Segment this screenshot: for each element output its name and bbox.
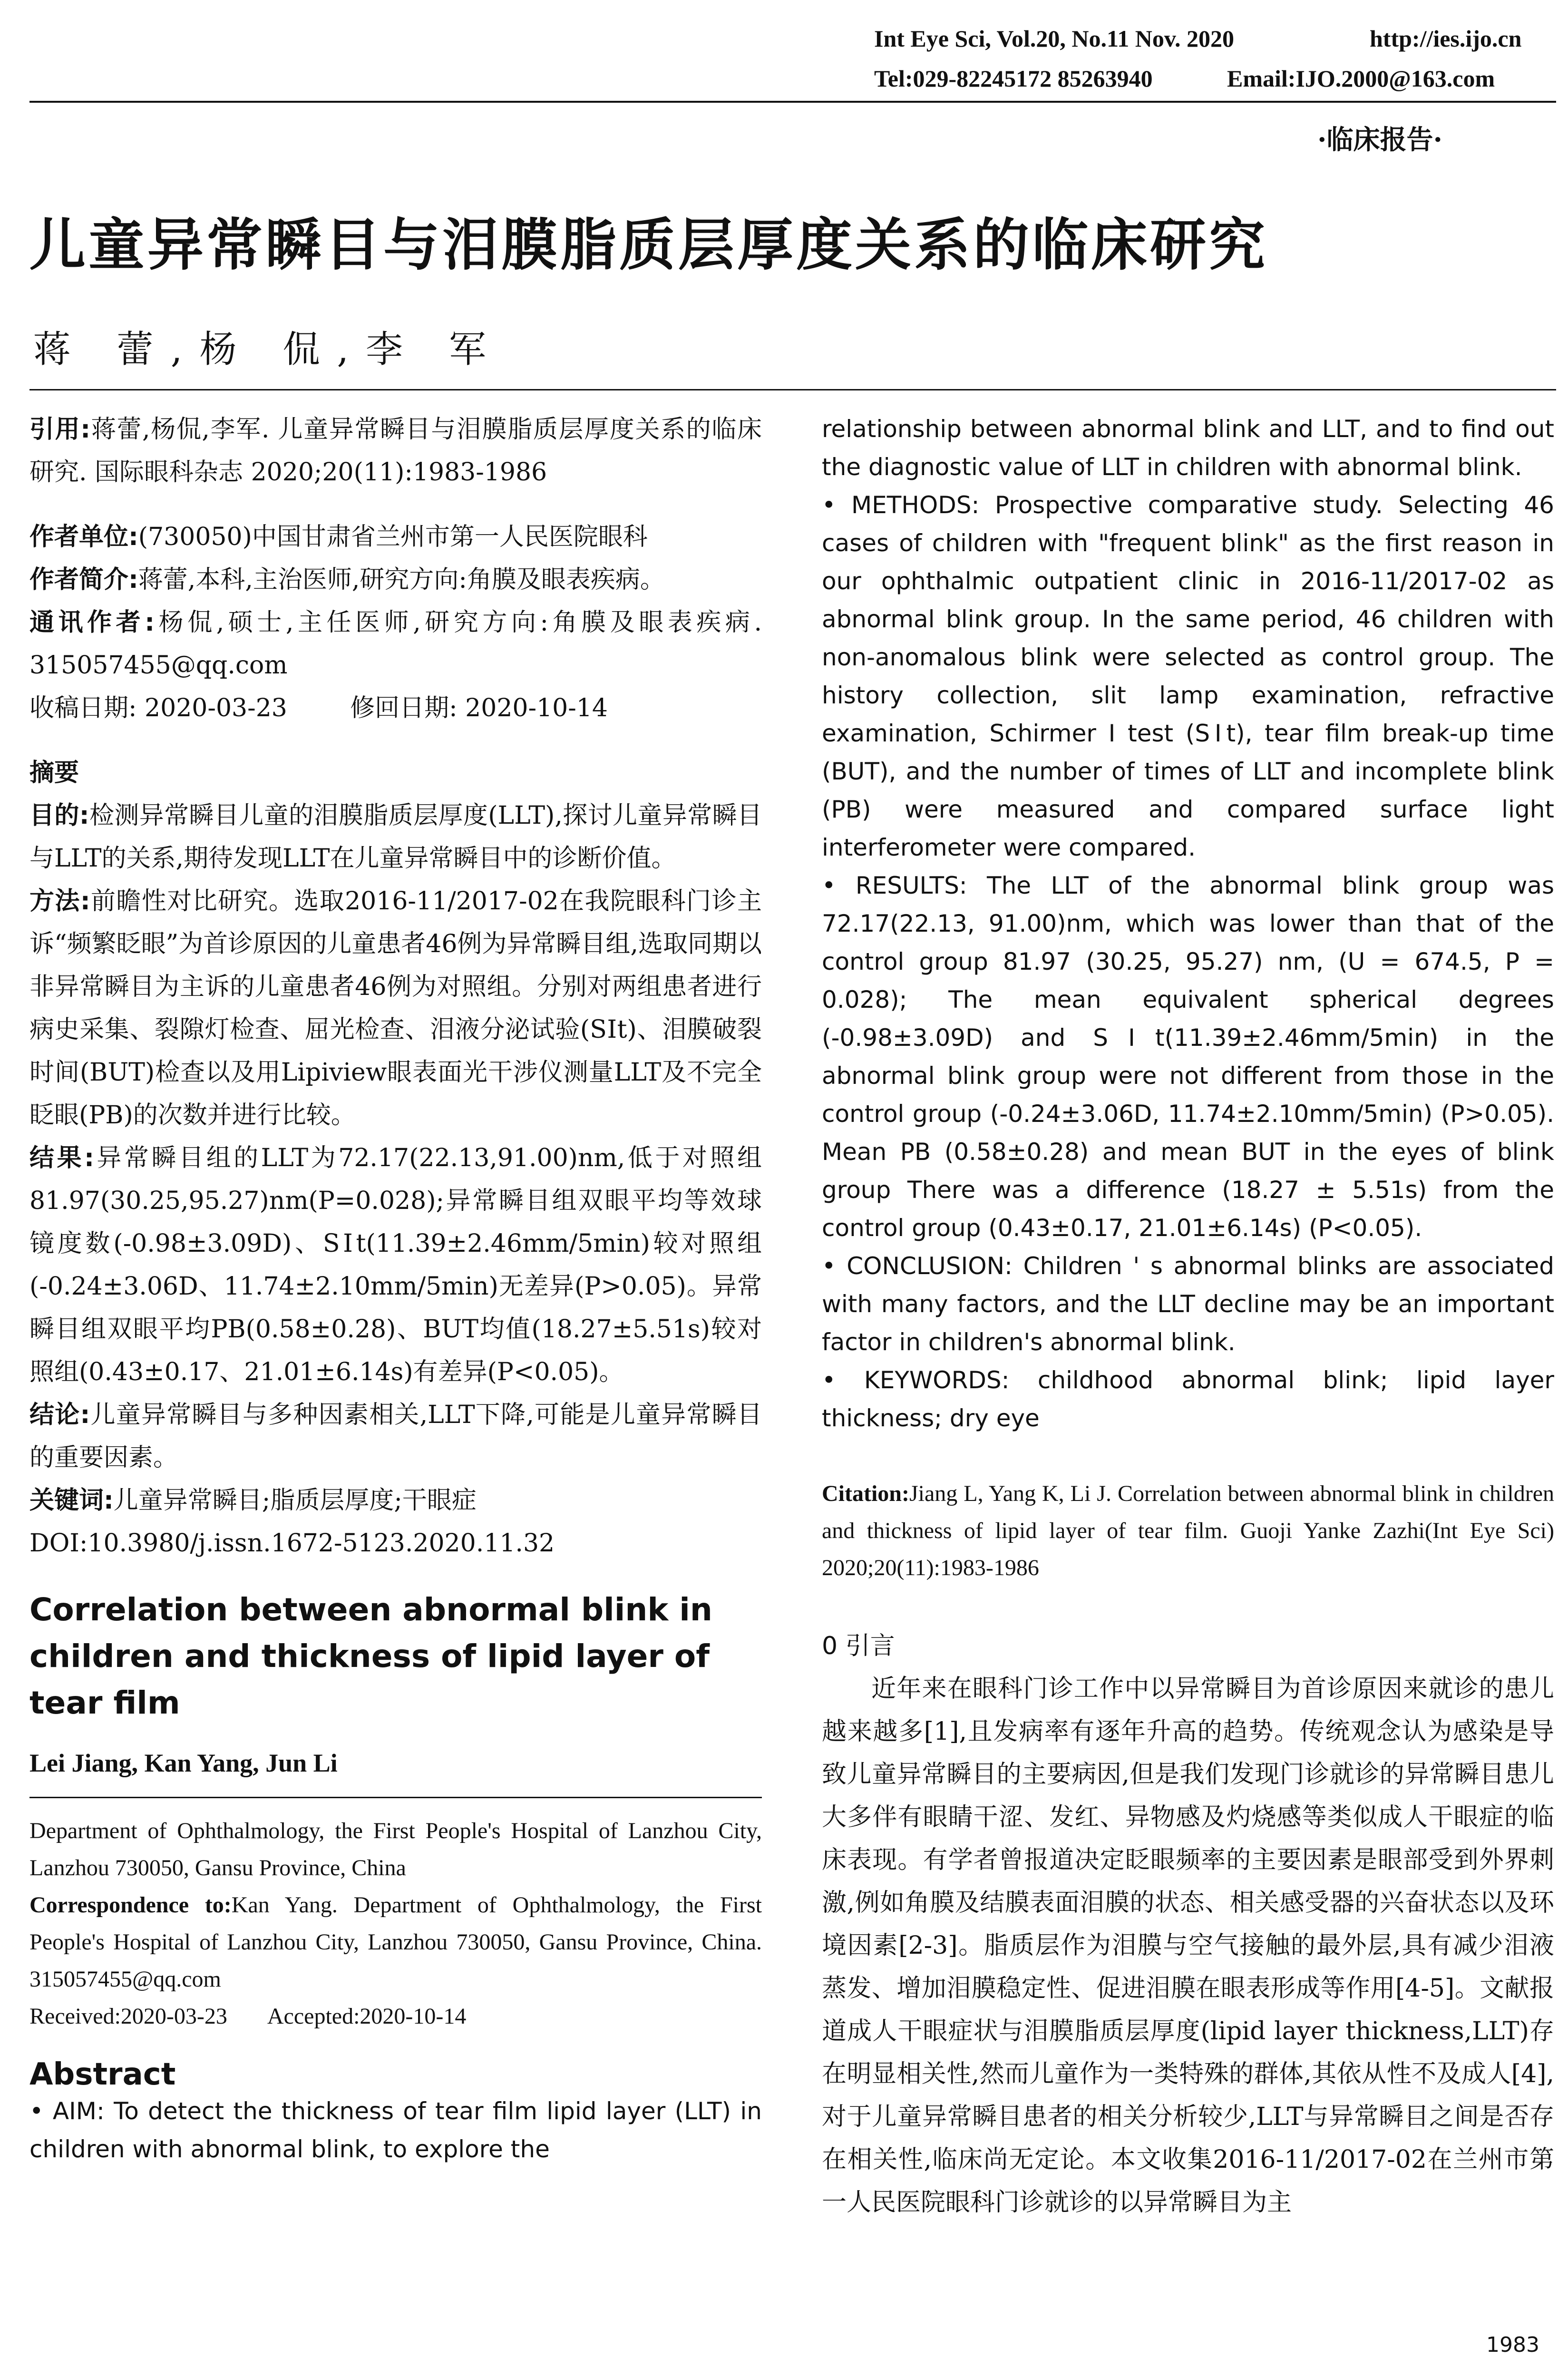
- doi: DOI:10.3980/j.issn.1672-5123.2020.11.32: [29, 1529, 555, 1558]
- en-dates: Received:2020-03-23 Accepted:2020-10-14: [29, 2004, 467, 2029]
- cn-methods: 方法:前瞻性对比研究。选取2016-11/2017-02在我院眼科门诊主诉“频繁眨眼”为首诊原因的儿童患者46例为异常瞬目组,选取同期以非异常瞬目为主诉的儿童患者46例为对照组。分别对两组患者进行病史采集、裂隙灯检查、屈光检查、泪液分泌试验(SⅠt)、泪膜破裂时间(BUT)检查以及用Lipiview眼表面光干涉仪测量LLT及不完全眨眼(PB)的次数并进行比较。: [29, 887, 762, 1130]
- cn-aim: 目的:检测异常瞬目儿童的泪膜脂质层厚度(LLT),探讨儿童异常瞬目与LLT的关系,期待发现LLT在儿童异常瞬目中的诊断价值。: [29, 801, 762, 873]
- en-aim-cont: relationship between abnormal blink and LLT, and to find out the diagnostic value of LLT in children with abnormal blink.: [822, 415, 1554, 481]
- right-column: [822, 410, 1554, 2224]
- en-keywords: • KEYWORDS: childhood abnormal blink; lipid layer thickness; dry eye: [822, 1366, 1554, 1432]
- intro-heading: 0 引言: [822, 1632, 895, 1660]
- en-methods: • METHODS: Prospective comparative study. Selecting 46 cases of children with "frequent blink" as the first reason in our ophthalmic outpatient clinic in 2016-11/2017-02 as abnormal blink group. In the same period, 46 children with non-anomalous blink were selected as control group. The history collection, slit lamp examination, refractive examination, Schirmer I test (SⅠt), tear film break-up time (BUT), and the number of times of LLT and incomplete blink (PB) were measured and compared surface light interferometer were compared.: [822, 491, 1554, 861]
- en-correspondence: Correspondence to:Kan Yang. Department of Ophthalmology, the First People's Hospital of Lanzhou City, Lanzhou 730050, Gansu Province, China. 315057455@qq.com: [29, 1892, 762, 1992]
- en-conclusion: • CONCLUSION: Children ' s abnormal blinks are associated with many factors, and the LLT decline may be an important factor in children's abnormal blink.: [822, 1252, 1554, 1356]
- cn-dates: 收稿日期: 2020-03-23 修回日期: 2020-10-14: [29, 694, 608, 722]
- journal-tel: Tel:029-82245172 85263940: [874, 65, 1153, 92]
- cn-authors: 蒋 蕾,杨 侃,李 军: [33, 328, 503, 371]
- cn-affiliation: 作者单位:(730050)中国甘肃省兰州市第一人民医院眼科: [29, 523, 648, 551]
- cn-correspondence: 通讯作者:杨侃,硕士,主任医师,研究方向:角膜及眼表疾病. 315057455@qq.com: [29, 608, 762, 680]
- en-aim: • AIM: To detect the thickness of tear film lipid layer (LLT) in children with abnormal blink, to explore the: [29, 2097, 762, 2163]
- cn-abstract-label: 摘要: [29, 759, 79, 787]
- intro-text: 近年来在眼科门诊工作中以异常瞬目为首诊原因来就诊的患儿越来越多[1],且发病率有逐年升高的趋势。传统观念认为感染是导致儿童异常瞬目的主要病因,但是我们发现门诊就诊的异常瞬目患儿大多伴有眼睛干涩、发红、异物感及灼烧感等类似成人干眼症的临床表现。有学者曾报道决定眨眼频率的主要因素是眼部受到外界刺激,例如角膜及结膜表面泪膜的状态、相关感受器的兴奋状态以及环境因素[2-3]。脂质层作为泪膜与空气接触的最外层,具有减少泪液蒸发、增加泪膜稳定性、促进泪膜在眼表形成等作用[4-5]。文献报道成人干眼症状与泪膜脂质层厚度(lipid layer thickness,LLT)存在明显相关性,然而儿童作为一类特殊的群体,其依从性不及成人[4],对于儿童异常瞬目患者的相关分析较少,LLT与异常瞬目之间是否存在相关性,临床尚无定论。本文收集2016-11/2017-02在兰州市第一人民医院眼科门诊就诊的以异常瞬目为主: [822, 1675, 1554, 2217]
- cn-author-bio: 作者简介:蒋蕾,本科,主治医师,研究方向:角膜及眼表疾病。: [29, 565, 665, 594]
- en-title: Correlation between abnormal blink in children and thickness of lipid layer of tear film: [29, 1591, 712, 1721]
- section-tag: ·临床报告·: [1317, 124, 1442, 156]
- header-rule: [29, 101, 1556, 103]
- en-affiliation: Department of Ophthalmology, the First People's Hospital of Lanzhou City, Lanzhou 730050, Gansu Province, China: [29, 1818, 762, 1880]
- en-abstract-head: Abstract: [29, 2057, 176, 2092]
- title-rule: [29, 389, 1556, 390]
- en-citation: Citation:Jiang L, Yang K, Li J. Correlation between abnormal blink in children and thickness of lipid layer of tear film. Guoji Yanke Zazhi(Int Eye Sci) 2020;20(11):1983-1986: [822, 1481, 1554, 1580]
- en-results: • RESULTS: The LLT of the abnormal blink group was 72.17(22.13, 91.00)nm, which was lower than that of the control group 81.97 (30.25, 95.27) nm, (U = 674.5, P = 0.028); The mean equivalent spherical degrees (-0.98±3.09D) and SⅠt(11.39±2.46mm/5min) in the abnormal blink group were not different from those in the control group (-0.24±3.06D, 11.74±2.10mm/5min) (P>0.05). Mean PB (0.58±0.28) and mean BUT in the eyes of blink group There was a difference (18.27 ± 5.51s) from the control group (0.43±0.17, 21.01±6.14s) (P<0.05).: [822, 872, 1554, 1242]
- cn-conclusion: 结论:儿童异常瞬目与多种因素相关,LLT下降,可能是儿童异常瞬目的重要因素。: [29, 1401, 762, 1472]
- left-column: [29, 408, 762, 2168]
- cn-title: 儿童异常瞬目与泪膜脂质层厚度关系的临床研究: [29, 212, 1268, 278]
- cn-keywords: 关键词:儿童异常瞬目;脂质层厚度;干眼症: [29, 1486, 477, 1515]
- journal-line: Int Eye Sci, Vol.20, No.11 Nov. 2020: [874, 25, 1235, 52]
- cn-results: 结果:异常瞬目组的LLT为72.17(22.13,91.00)nm,低于对照组81.97(30.25,95.27)nm(P=0.028);异常瞬目组双眼平均等效球镜度数(-0.98±3.09D)、SⅠt(11.39±2.46mm/5min)较对照组(-0.24±3.06D、11.74±2.10mm/5min)无差异(P>0.05)。异常瞬目组双眼平均PB(0.58±0.28)、BUT均值(18.27±5.51s)较对照组(0.43±0.17、21.01±6.14s)有差异(P<0.05)。: [29, 1144, 762, 1386]
- journal-email: Email:IJO.2000@163.com: [1227, 65, 1495, 92]
- en-authors: Lei Jiang, Kan Yang, Jun Li: [29, 1749, 338, 1777]
- page-number: 1983: [1486, 2333, 1539, 2357]
- cn-citation: 引用:蒋蕾,杨侃,李军. 儿童异常瞬目与泪膜脂质层厚度关系的临床研究. 国际眼科杂志 2020;20(11):1983-1986: [29, 415, 762, 487]
- journal-url: http://ies.ijo.cn: [1370, 25, 1522, 52]
